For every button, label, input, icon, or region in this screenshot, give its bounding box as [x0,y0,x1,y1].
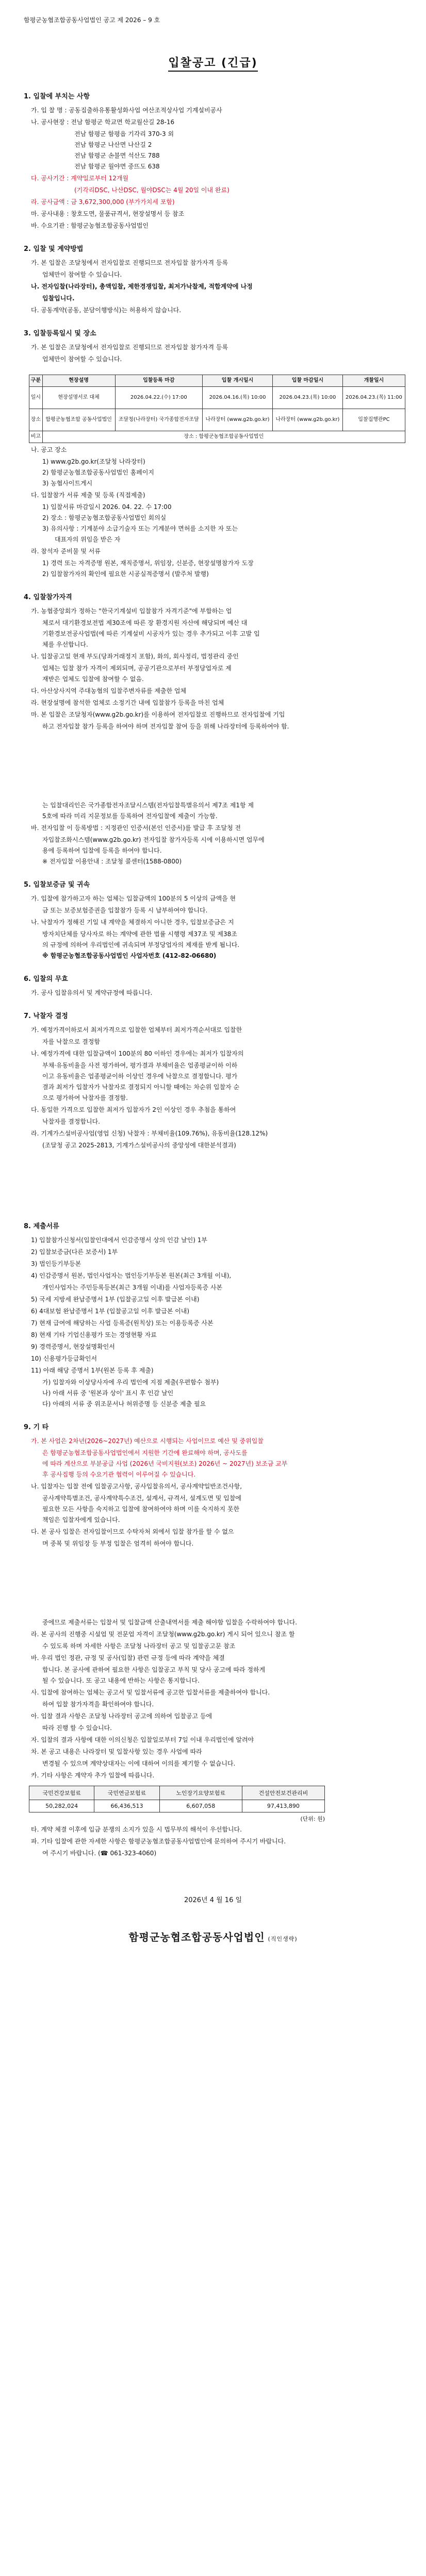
issuer-organization [24,1929,402,1944]
s1-item-period-note: (기각리DSC, 나산DSC, 월야DSC는 4월 20일 이내 완료) [74,187,230,194]
s1-item: 전남 함평군 월야면 중뜨도 638 [74,163,160,170]
s9-item-budget: 후 공사집행 등의 수요기관 협력이 이루어질 수 있습니다. [42,1471,196,1478]
fees-unit: (단위: 원) [300,1816,325,1822]
section-1-heading: 1. 입찰에 부치는 사항 [24,93,90,100]
s9b-item: 차. 본 공고 내용은 나라장터 및 입찰사항 있는 경우 사업에 따라 [31,1748,202,1755]
s7-item: 낙찰자를 결정합니다. [42,1118,100,1125]
closing-item: 여 주시기 바랍니다. (☎ 061-323-4060) [42,1850,157,1857]
s2-item: 다. 공동계약(공동, 분담이행방식)는 허용하지 않습니다. [31,307,182,314]
s9b-item: 하여 입찰 참가자격을 확인하여야 합니다. [42,1701,154,1708]
s9-item: 책임은 입찰자에게 있습니다. [42,1516,120,1523]
section-3-heading: 3. 입찰등록일시 및 장소 [24,330,96,337]
schedule-cell: 일시 [29,387,43,409]
schedule-header: 개찰일시 [342,375,405,387]
s9b-item: 라. 본 공사의 진행중 시설업 및 전문업 자격이 조달청(www.g2b.go.kr) 게시 되어 있으니 참조 할 [31,1631,295,1638]
s8-item: 5) 국세 지방세 완납증명서 1부 (입찰공고일 이후 발급본 이내) [31,1296,200,1303]
s8-item: 가) 입찰자와 이상당사자에 우리 법인에 지점 제출(우편함수 첨부) [42,1379,219,1386]
schedule-cell: 현장설명서로 대체 [42,387,115,409]
s4-item: 가. 농협중앙회가 정하는 "한국기계설비 입찰참가 자격기준"에 부합하는 업 [31,607,232,615]
s4-item: 기환경보전공사업법(에 따른 기계설비 시공자가 있는 경우 추가되고 이후 고발 입 [42,630,260,637]
schedule-header: 구분 [29,375,43,387]
s2-item: 입찰입니다. [42,295,75,302]
fees-header-row [29,1786,325,1800]
s2-item: 가. 본 입찰은 조달청에서 전자입찰로 진행되므로 전자입찰 참가자격 등록 [31,259,228,266]
schedule-cell: 장소 [29,409,43,431]
s8-item: 9) 경력증명서, 현장설명확인서 [31,1343,115,1350]
s9b-item: 아. 입찰 결과 사항은 조달청 나라장터 공고에 의하여 입찰공고 등에 [31,1713,212,1720]
section-8-heading: 8. 제출서류 [24,1223,59,1230]
s5-item: 의 규정에 의하여 우리법인에 귀속되며 부정당업자의 제재를 받게 됩니다. [42,941,240,948]
page-break-space [24,733,402,800]
schedule-header: 입찰 마감일시 [272,375,342,387]
schedule-cell: 조달청(나라장터) 국가종합전자조달 [115,409,203,431]
fees-value-row [29,1800,325,1812]
s9-item: 나. 입찰자는 입찰 전에 입찰공고사항, 공사입찰유의서, 공사계약일반조건사항, [31,1483,242,1490]
section-9-heading: 9. 기 타 [24,1423,49,1431]
s1-item: 마. 공사내용 : 창호도면, 물품규격서, 현장설명서 등 참조 [31,210,185,217]
s3b-item: 다. 입찰참가 서류 제출 및 등록 (직접제출) [31,492,145,499]
s7-item: 부채·유동비율을 사전 평가하여, 평가결과 부채비율은 업종평균이하 이하 [42,1062,238,1069]
schedule-row-time [29,387,405,409]
s7-item: 다. 동일한 가격으로 입찰한 최저가 입찰자가 2인 이상인 경우 추첨을 통하여 [31,1106,236,1113]
s3b-item: 1) 경력 또는 자격증명 원본, 재직증명서, 위임장, 신분증, 현장설명참가자 도장 [42,560,254,567]
s3b-item: 2) 입찰참가자의 확인에 필요한 시공실적증명서 (발주처 발행) [42,570,209,578]
s8-item: 10) 신용평가등급확인서 [31,1355,97,1362]
title-text: 입찰공고 (긴급) [168,57,257,72]
s4-item: 라. 현장설명에 참석한 업체로 소정기간 내에 입찰참가 등록을 마친 업체 [31,699,224,706]
s9b-item: 사. 입찰에 참여하는 업체는 공고서 및 입찰서류에 공고한 입찰서류를 제출하여야 합니다. [31,1689,270,1696]
schedule-cell: 입찰집행관PC [342,409,405,431]
s3b-item: 2) 함평군농협조합공동사업법인 홈페이지 [42,469,155,476]
s9b-item: 될 수 있습니다. 또 공고 내용에 반하는 사항은 통지합니다. [42,1677,200,1684]
s3b-item: 2) 장소 : 함평군농협조합공동사업법인 회의실 [42,514,167,521]
s7-item: 이고 유동비율은 업종평균이하 이상인 경우에 낙찰으로 결정합니다. 평가 [42,1073,238,1080]
s5-item: 가. 입찰에 참가하고자 하는 업체는 입찰금액의 100분의 5 이상의 금액을 현 [31,895,236,902]
s9b-item: 변경될 수 있으며 계약상대자는 이에 대하여 이의를 제기할 수 없습니다. [42,1760,236,1767]
s4b-item: 5호에 따라 미리 지문정보를 등록하여 전자입찰에 제출이 가능함. [42,812,218,820]
s4b-item: ※ 전자입찰 이용안내 : 조달청 콜센터(1588-0800) [42,858,182,865]
schedule-cell: 나라장터 (www.g2b.go.kr) [272,409,342,431]
s3b-link[interactable]: 1) www.g2b.go.kr(조달청 나라장터) [42,458,145,465]
s4-item: 다. 아산상사지역 주대농협의 입찰주변자류를 제출한 업체 [31,687,187,694]
s8-item: 3) 법인등기부등본 [31,1260,81,1267]
s9-item: 공사계약특별조건, 공사계약특수조건, 설계서, 규격서, 설계도면 및 입찰에 [42,1495,241,1502]
schedule-cell: 2026.04.23.(목) 11:00 [342,387,405,409]
s9b-item: 카. 기타 사항은 계약자 추가 입찰에 따릅니다. [31,1772,155,1779]
schedule-table [29,375,405,443]
schedule-cell: 2026.04.16.(목) 10:00 [203,387,273,409]
s7-item: 가. 예정가격이하로서 최저가격으로 입찰한 업체부터 최저가격순서대로 입찰한 [31,1026,242,1033]
schedule-row-place [29,409,405,431]
s1-item: 나. 공사현장 : 전남 함평군 학교면 학교월산길 28-16 [31,118,175,126]
s8-item: 나) 아래 서류 중 '원본과 상이' 표시 후 인감 날인 [42,1389,174,1397]
s4-item: 재받은 업체도 입찰에 참여할 수 없음. [42,675,144,683]
s1-item: 전남 함평군 나산면 나산길 2 [74,141,152,148]
s4-item: 체를 우선합니다. [42,641,88,648]
section-5-heading: 5. 입찰보증금 및 귀속 [24,881,90,889]
s9-item-budget: 에 따라 계산으로 부분공급 사업 (2026년 국비지원(보조) 2026년 ~ 2027년) 보조금 교부 [42,1460,288,1467]
s4b-item: 용에 등록하여 입찰에 등록을 하여야 합니다. [42,847,162,854]
s7-item: 결과 최저가 입찰자가 낙찰자로 결정되지 아니할 때에는 차순위 입찰자 순 [42,1083,240,1091]
s1-item: 바. 수요기관 : 함평군농협조합공동사업법인 [31,222,149,229]
s9-item: 다. 본 공사 입찰은 전자입찰이므로 수탁자처 외에서 입찰 참가를 할 수 없으 [31,1528,234,1535]
s2-item: 나. 전자입찰(나라장터), 총액입찰, 제한경쟁입찰, 최저가낙찰제, 적합계약에 나정 [31,283,253,290]
schedule-row-note [29,431,405,443]
s3b-item: 3) 농협사이트게시 [42,480,93,487]
s5-item: 나. 낙찰자가 정해진 기일 내 계약을 체결하지 아니한 경우, 입찰보증금은 지 [31,919,234,926]
s5-item-bizno: ※ 함평군농협조합공동사업법인 사업자번호 (412-82-06680) [42,952,217,959]
schedule-header: 입찰등록 마감 [115,375,203,387]
schedule-header-row [29,375,405,387]
section-2-heading: 2. 입찰 및 계약방법 [24,245,84,253]
document-title [24,54,402,70]
fees-value: 97,413,890 [242,1800,324,1812]
s8-item: 다) 아래의 서류 중 위조문서나 허위증명 등 신분증 제출 필요 [42,1400,206,1408]
organization-name: 함평군농협조합공동사업법인 [128,1931,265,1943]
schedule-cell: 2026.04.22.(수) 17:00 [115,387,203,409]
fees-value: 6,607,058 [159,1800,242,1812]
s3b-item: 라. 참석자 준비물 및 서류 [31,548,101,555]
s4-item: 하고 전자입찰 참가 등록을 하여야 하며 전자입찰 참여 등을 위해 나라장터에 등록하여야 함. [42,723,289,730]
s6-item: 가. 공사 입찰유의서 및 계약규정에 따릅니다. [31,989,153,996]
schedule-cell: 장소 : 함평군농협조합공동사업법인 [42,431,405,443]
s8-item: 1) 입찰참가신청서(입찰인대에서 인감증명서 상의 인감 날인) 1부 [31,1236,208,1244]
s8-item: 11) 아래 해당 증명서 1부(원본 등록 후 제출) [31,1367,154,1374]
s8-item: 개인사업자는 주민등록등본(최근 3개월 이내)를 사업자등록증 사본 [42,1284,223,1291]
s8-item: 7) 현재 급여에 해당하는 사업 등록증(원칙상) 또는 이용등록증 사본 [31,1319,214,1327]
s4b-item: 바. 전자입찰 이 등록방법 : 지정관인 인증서(본인 인증서)를 발급 후 조달청 전 [31,824,241,832]
schedule-cell: 나라장터 (www.g2b.go.kr) [203,409,273,431]
schedule-header: 현장설명 [42,375,115,387]
s4-item: 업체는 입찰 참가 자격이 제외되며, 공공기관으로부터 부정당업자로 제 [42,665,232,672]
s7-item: 으로 평가하여 낙찰자를 결정함. [42,1094,128,1101]
s4b-item: 는 입찰대리인은 국가종합전자조달시스템(전자입찰특별유의서 제7조 제1항 제 [42,802,254,809]
schedule-cell: 함평군농협조합 공동사업법인 [42,409,115,431]
document-number: 함평군농협조합공동사업법인 공고 제 2026 – 9 호 [24,16,160,24]
fees-table [29,1786,325,1812]
s8-item: 6) 4대보험 완납증명서 1부 (입찰공고일 이후 발급본 이내) [31,1308,190,1315]
s9-item: 필요한 모든 사항을 숙지하고 입찰에 참여하여야 하며 이를 숙지하지 못한 [42,1505,240,1513]
s9b-item: 수 있도록 하며 자세한 사항은 조달청 나라장터 공고 및 입찰공고문 참조 [42,1642,236,1650]
fees-header: 노인장기요양보험료 [159,1786,242,1800]
s5-item: 방자치단체를 당사자로 하는 계약에 관한 법률 시행령 제37조 및 제38조 [42,930,237,938]
s9-item-budget: 은 함평군농협조합공동사업법인에서 지원한 기간에 완료해야 하며, 공사도를 [42,1449,248,1456]
fees-value: 50,282,024 [29,1800,94,1812]
s4b-item: 자입찰조화시스템(www.g2b.go.kr) 전자입찰 참가자등록 시에 이용하시면 업무에 [42,836,265,843]
s9b-item: 자. 입찰의 결과 사항에 대한 이의신청은 입찰일로부터 7일 이내 우리법인에 알려야 [31,1736,254,1743]
s9b-item: 중에므로 제출서류는 입찰서 및 입찰금액 산출내역서를 제출 해야함 입찰을 수락하여야 합니다. [42,1619,298,1626]
fees-header: 국민건강보험료 [29,1786,94,1800]
s9b-item: 합니다. 본 공사에 관하여 필요한 사항은 입찰공고 부칙 및 당사 공고에 따라 정하게 [42,1666,266,1673]
page-break-space [24,1151,402,1208]
schedule-cell: 비고 [29,431,43,443]
s8-item: 2) 입찰보증금(다른 보증서) 1부 [31,1248,118,1256]
s3b-item: 3) 유의사항 : 기계분야 소급기술자 또는 기계분야 면허를 소지한 자 또는 [42,525,238,532]
s9b-item: 바. 우리 법인 정관, 규정 및 공사(입찰) 관련 규정 등에 따라 계약을 체결 [31,1654,225,1662]
page-break-space [24,1550,402,1617]
s4-item: 마. 본 입찰은 조달청자(www.g2b.go.kr)를 이용하여 전자입찰로 진행하므로 전자입찰에 기입 [31,711,285,718]
seal-note: (직인생략) [268,1936,298,1942]
s5-item: 금 또는 보증보험증권을 입찰참가 등록 시 납부하여야 합니다. [42,907,208,914]
s7-item: 자를 낙찰으로 결정함 [42,1038,100,1045]
s7-item: 나. 예정가격에 대한 입찰금액이 100분의 80 이하인 경우에는 최저가 입찰자의 [31,1050,244,1057]
s1-item: 가. 입 찰 명 : 공동집출하유통활성화사업 여산조적상사업 기계설비공사 [31,107,222,114]
section-7-heading: 7. 낙찰자 결정 [24,1012,68,1020]
s9-item: 며 중복 및 위임장 등 부정 입찰은 엄격히 하여야 합니다. [42,1540,194,1547]
s1-item-period: 다. 공사기간 : 계약일로부터 12개월 [31,175,129,182]
schedule-header: 입찰 개시일시 [203,375,273,387]
fees-value: 66,436,513 [94,1800,159,1812]
s9b-item: 따라 진행 할 수 있습니다. [42,1724,112,1732]
section-6-heading: 6. 입찰의 무효 [24,975,68,983]
closing-item: 파. 기타 입찰에 관한 자세한 사항은 함평군농협조합공동사업법인에 문의하여 주시기 바랍니다. [31,1838,286,1845]
fees-header: 국민연금보험료 [94,1786,159,1800]
s7-item: (조달청 공고 2025-2813, 기계가스설비공사의 중앙성에 대한분석결과) [42,1142,236,1149]
fees-header: 건설안전보건관리비 [242,1786,324,1800]
s1-item-amount: 라. 공사금액 : 금 3,672,300,000 (부가가치세 포함) [31,198,175,206]
notice-date: 2026년 4 월 16 일 [184,1896,242,1904]
schedule-cell: 2026.04.23.(목) 10:00 [272,387,342,409]
s7-item: 라. 기계가스설비공사업(영업 신청) 낙찰자 : 부채비율(109.76%), 유동비율(128.12%) [31,1130,268,1137]
s3-item: 업체만이 참여할 수 있습니다. [42,355,122,363]
s2-item: 업체만이 참여할 수 있습니다. [42,271,122,278]
s8-item: 8) 현재 기타 기업신용평가 또는 경영현황 자료 [31,1331,157,1338]
s9-item-budget: 가. 본 사업은 2차년(2026~2027년) 예산으로 시행되는 사업이므로 예산 및 중위입찰 [31,1437,264,1445]
s3b-item: 나. 공고 장소 [31,446,67,453]
section-4-heading: 4. 입찰참가자격 [24,594,72,601]
s1-item: 전남 함평군 함평읍 기각리 370-3 외 [74,130,174,138]
s3b-item: 1) 입찰서류 마감일시 2026. 04. 22. 수 17:00 [42,503,172,511]
s1-item: 전남 함평군 손불면 석산도 788 [74,152,160,159]
s8-item: 4) 인감증명서 원본, 법인사업자는 법인등기부등본 원본(최근 3개월 이내), [31,1272,232,1279]
s3-item: 가. 본 입찰은 조달청에서 전자입찰로 진행되므로 전자입찰 참가자격 등록 [31,344,228,351]
s3b-item: 대표자의 위임을 받은 자 [55,536,121,543]
s4-item: 나. 입찰공고일 현재 부도(당좌거래정지 포함), 화의, 회사정리, 법정관리 중인 [31,653,239,660]
s4-item: 체로서 대기환경보전법 제30조에 따른 장 환경지원 자산에 해당되며 예산 대 [42,619,248,626]
closing-item: 타. 계약 체결 이후에 입금 분쟁의 소지가 있을 시 법무부의 해석이 우선합니다. [31,1826,242,1833]
